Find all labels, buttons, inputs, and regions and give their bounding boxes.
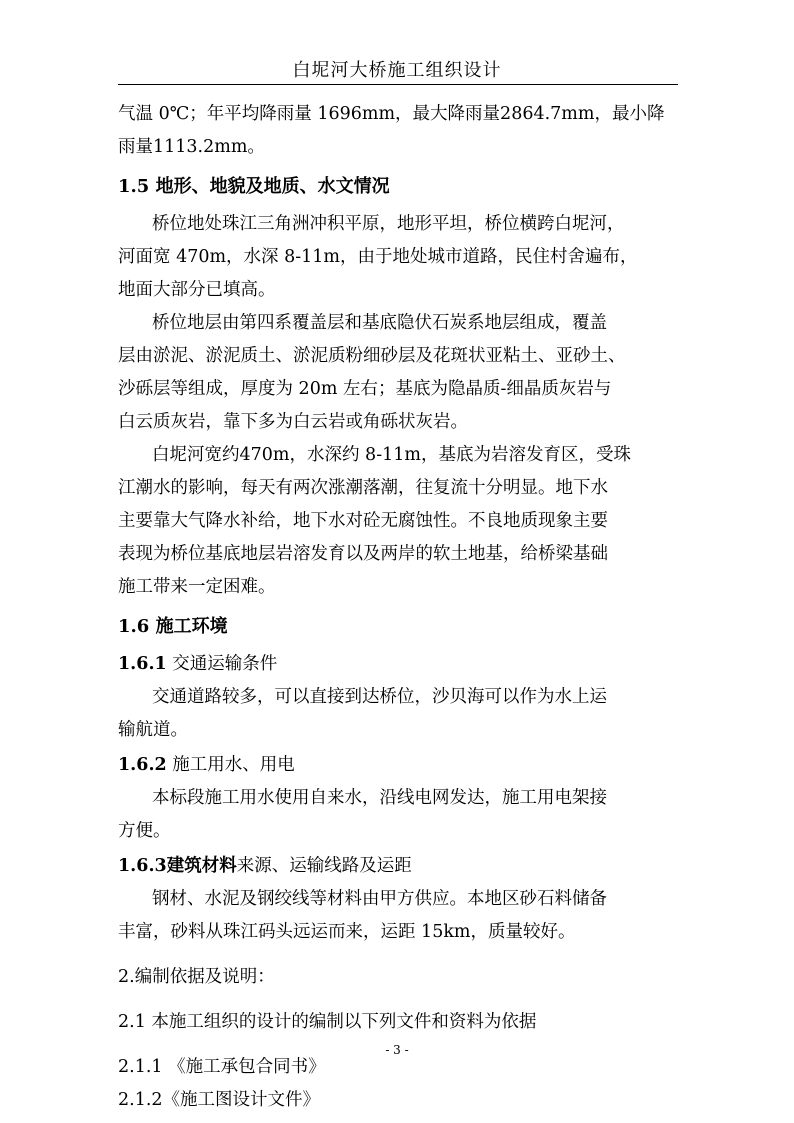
subsection-heading-1-6-3 <box>118 850 678 883</box>
section-heading-2: 2.编制依据及说明： <box>118 967 275 987</box>
paragraph-line: 丰富，砂料从珠江码头远运而来，运距 15km，质量较好。 <box>118 922 576 942</box>
subsection-heading-1-6-1 <box>118 648 678 681</box>
paragraph-line: 白坭河宽约470m，水深约 8-11m，基底为岩溶发育区，受珠 <box>152 445 631 465</box>
subsection-title: 交通运输条件 <box>172 654 278 674</box>
paragraph-line: 表现为桥位基底地层岩溶发育以及两岸的软土地基，给桥梁基础 <box>118 544 608 564</box>
paragraph-line: 方便。 <box>118 821 171 841</box>
paragraph-line: 输航道。 <box>118 720 188 740</box>
list-item: 2.1.2《施工图设计文件》 <box>118 1090 321 1110</box>
intro-line: 雨量1113.2mm。 <box>118 137 265 157</box>
section-heading-1-6: 1.6 施工环境 <box>118 616 228 637</box>
intro-line: 气温 0℃；年平均降雨量 1696mm，最大降雨量2864.7mm，最小降 <box>118 104 665 124</box>
header-title: 白坭河大桥施工组织设计 <box>292 60 502 81</box>
paragraph-line: 本标段施工用水使用自来水，沿线电网发达，施工用电架接 <box>152 788 607 808</box>
subsection-title: 施工用水、用电 <box>172 755 295 775</box>
subsection-title: 来源、运输线路及运距 <box>236 856 412 876</box>
subsection-number: 1.6.1 <box>118 654 167 674</box>
subsection-number: 1.6.3 <box>118 856 167 876</box>
paragraph-line: 沙砾层等组成，厚度为 20m 左右；基底为隐晶质-细晶质灰岩与 <box>118 379 612 399</box>
paragraph-line: 江潮水的影响，每天有两次涨潮落潮，往复流十分明显。地下水 <box>118 478 608 498</box>
paragraph-line: 交通道路较多，可以直接到达桥位，沙贝海可以作为水上运 <box>152 687 607 707</box>
paragraph-line: 桥位地处珠江三角洲冲积平原，地形平坦，桥位横跨白坭河， <box>152 214 625 234</box>
subsection-number: 1.6.2 <box>118 755 167 775</box>
paragraph-line: 桥位地层由第四系覆盖层和基底隐伏石炭系地层组成，覆盖 <box>152 313 607 333</box>
subsection-title-bold: 建筑材料 <box>166 856 237 876</box>
paragraph-line: 主要靠大气降水补给，地下水对砼无腐蚀性。不良地质现象主要 <box>118 511 608 531</box>
paragraph-line: 层由淤泥、淤泥质土、淤泥质粉细砂层及花斑状亚粘土、亚砂土、 <box>118 346 626 366</box>
document-body <box>118 98 678 1117</box>
paragraph-line: 地面大部分已填高。 <box>118 280 276 300</box>
page-number: - 3 - <box>385 1043 409 1057</box>
paragraph-line: 施工带来一定困难。 <box>118 577 276 597</box>
paragraph-line: 河面宽 470m，水深 8-11m，由于地处城市道路，民住村舍遍布， <box>118 247 638 267</box>
paragraph-line: 钢材、水泥及钢绞线等材料由甲方供应。本地区砂石料储备 <box>152 889 607 909</box>
header-rule <box>118 84 678 85</box>
list-item: 2.1.1 《施工承包合同书》 <box>118 1057 326 1077</box>
subsection-2-1: 2.1 本施工组织的设计的编制以下列文件和资料为依据 <box>118 1012 537 1032</box>
paragraph-line: 白云质灰岩，靠下多为白云岩或角砾状灰岩。 <box>118 412 468 432</box>
subsection-heading-1-6-2 <box>118 749 678 782</box>
section-heading-1-5: 1.5 地形、地貌及地质、水文情况 <box>118 176 390 197</box>
